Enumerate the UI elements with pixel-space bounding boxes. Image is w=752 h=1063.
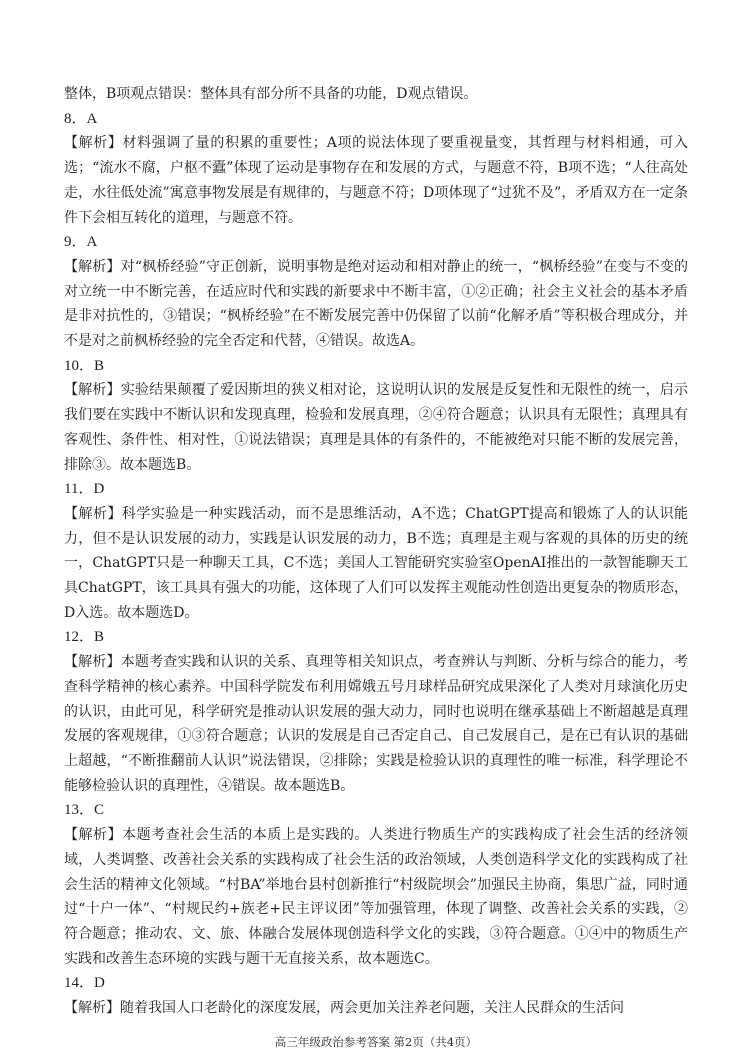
explanation-paragraph: 整体，B项观点错误：整体具有部分所不具备的功能，D观点错误。 [64, 86, 478, 102]
question-number: 13．C [64, 802, 105, 819]
question-number: 14．D [64, 975, 105, 992]
explanation-paragraph: 【解析】材料强调了量的积累的重要性；A项的说法体现了要重视量变，其哲理与材料相通，可入选；“流水不腐，户枢不蠹”体现了运动是事物存在和发展的方式，与题意不符，B项不选；“人往高处走，水往低处流”寓意事物发展是有规律的，与题意不符；D项体现了“过犹不及”，矛盾双方在一定条件下会相互转化的道理，与题意不符。 [64, 135, 688, 226]
explanation-paragraph: 【解析】实验结果颠覆了爱因斯坦的狭义相对论，这说明认识的发展是反复性和无限性的统一，启示我们要在实践中不断认识和发现真理，检验和发展真理，②④符合题意；认识具有无限性；真理具有客观性、条件性、相对性，①说法错误；真理是具体的有条件的，不能被绝对只能不断的发展完善，排除③。故本题选B。 [64, 382, 688, 473]
question-number: 10．B [64, 357, 105, 374]
explanation-paragraph: 【解析】对“枫桥经验”守正创新，说明事物是绝对运动和相对静止的统一，“枫桥经验”在变与不变的对立统一中不断完善，在适应时代和实践的新要求中不断丰富，①②正确；社会主义社会的基本矛盾是非对抗性的，③错误；“枫桥经验”在不断发展完善中仍保留了以前“化解矛盾”等积极合理成分，并不是对之前枫桥经验的完全否定和代替，④错误。故选A。 [64, 258, 688, 350]
explanation-paragraph: 【解析】随着我国人口老龄化的深度发展，两会更加关注养老问题，关注人民群众的生活问 [64, 1000, 624, 1017]
question-number: 12．B [64, 629, 105, 646]
answer-key-page [64, 82, 688, 1021]
page-footer: 高三年级政治参考答案 第2页（共4页） [274, 1035, 478, 1049]
explanation-paragraph: 【解析】科学实验是一种实践活动，而不是思维活动，A不选；ChatGPT提高和锻炼了人的认识能力，但不是认识发展的动力，实践是认识发展的动力，B不选；真理是主观与客观的具体的历史的统一，ChatGPT只是一种聊天工具，C不选；美国人工智能研究实验室OpenAI推出的一款智能聊天工具ChatGPT，该工具具有强大的功能，这体现了人们可以发挥主观能动性创造出更复杂的物质形态，D入选。故本题选D。 [64, 505, 688, 621]
question-number: 8．A [64, 110, 98, 127]
question-number: 9．A [64, 234, 98, 251]
explanation-paragraph: 【解析】本题考查实践和认识的关系、真理等相关知识点，考查辨认与判断、分析与综合的能力，考查科学精神的核心素养。中国科学院发布利用嫦娥五号月球样品研究成果深化了人类对月球演化历史的认识，由此可见，科学研究是推动认识发展的强大动力，同时也说明在继承基础上不断超越是真理发展的客观规律，①③符合题意；认识的发展是自己否定自己、自己发展自己，是在已有认识的基础上超越，“不断推翻前人认识”说法错误，②排除；实践是检验认识的真理性的唯一标准，科学理论不能够检验认识的真理性，④错误。故本题选B。 [64, 654, 688, 794]
question-number: 11．D [64, 481, 105, 498]
explanation-paragraph: 【解析】本题考查社会生活的本质上是实践的。人类进行物质生产的实践构成了社会生活的经济领域，人类调整、改善社会关系的实践构成了社会生活的政治领域，人类创造科学文化的实践构成了社会生活的精神文化领域。“村BA”举地台县村创新推行“村级院坝会”加强民主协商，集思广益，同时通过“十户一体”、“村规民约+族老+民主评议团”等加强管理，体现了调整、改善社会关系的实践，②符合题意；推动农、文、旅、体融合发展体现创造科学文化的实践，③符合题意。①④中的物质生产实践和改善生态环境的实践与题干无直接关系，故本题选C。 [64, 827, 688, 967]
